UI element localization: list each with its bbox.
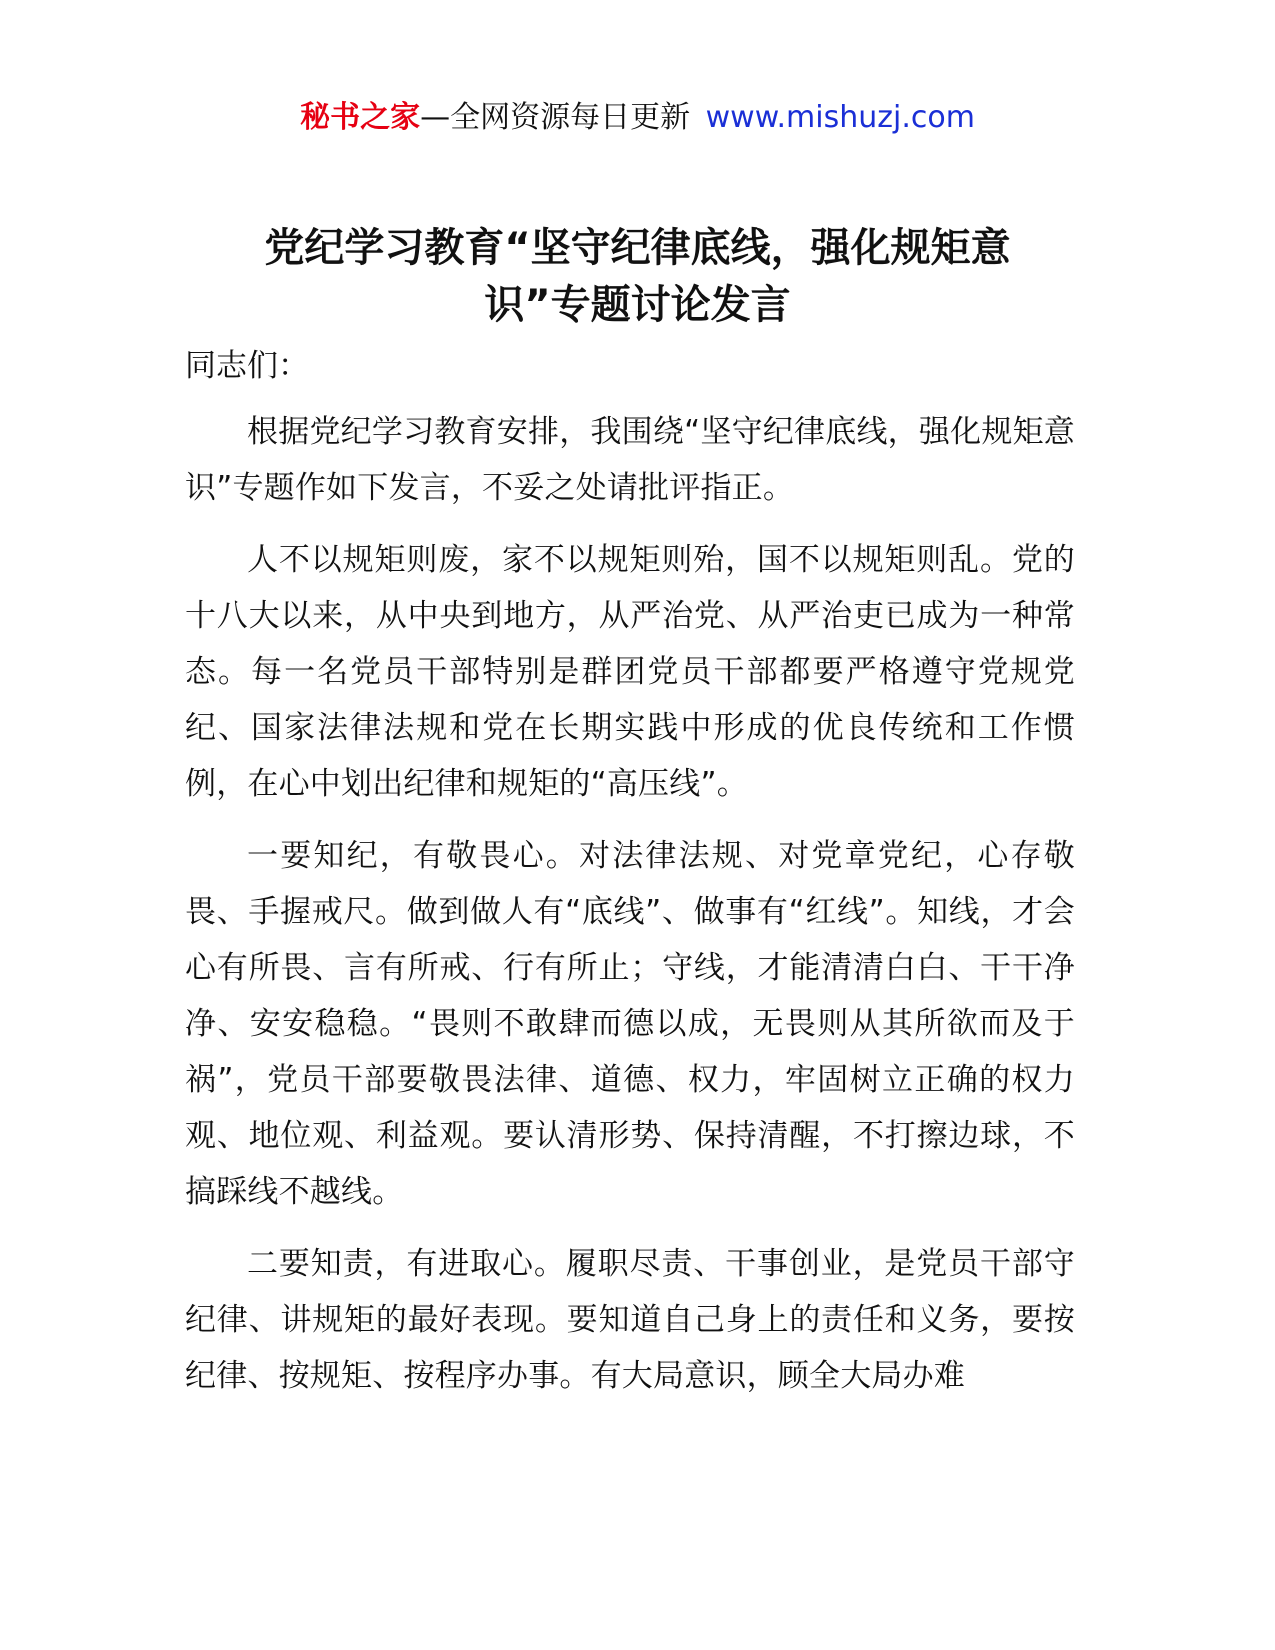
site-brand: 秘书之家 xyxy=(300,100,421,135)
paragraph-rules: 人不以规矩则废，家不以规矩则殆，国不以规矩则乱。党的十八大以来，从中央到地方，从严治党、从严治吏已成为一种常态。每一名党员干部特别是群团党员干部都要严格遵守党规党纪、国家法律法规和党在长期实践中形成的优良传统和工作惯例，在心中划出纪律和规矩的“高压线”。 xyxy=(185,542,1075,802)
site-header xyxy=(0,98,1275,138)
paragraph-point-one: 一要知纪，有敬畏心。对法律法规、对党章党纪，心存敬畏、手握戒尺。做到做人有“底线”、做事有“红线”。知线，才会心有所畏、言有所戒、行有所止；守线，才能清清白白、干干净净、安安稳稳。“畏则不敢肆而德以成，无畏则从其所欲而及于祸”，党员干部要敬畏法律、道德、权力，牢固树立正确的权力观、地位观、利益观。要认清形势、保持清醒，不打擦边球，不搞踩线不越线。 xyxy=(185,838,1075,1210)
title-line-2: 识”专题讨论发言 xyxy=(484,282,791,328)
site-url-link[interactable]: www.mishuzj.com xyxy=(705,100,975,135)
paragraph-intro: 根据党纪学习教育安排，我围绕“坚守纪律底线，强化规矩意识”专题作如下发言，不妥之处请批评指正。 xyxy=(185,414,1075,506)
title-line-1: 党纪学习教育“坚守纪律底线，强化规矩意 xyxy=(264,225,1011,271)
site-tagline: —全网资源每日更新 xyxy=(420,100,691,135)
document-title xyxy=(180,220,1095,334)
document-body xyxy=(185,404,1075,1420)
paragraph-point-two: 二要知责，有进取心。履职尽责、干事创业，是党员干部守纪律、讲规矩的最好表现。要知道自己身上的责任和义务，要按纪律、按规矩、按程序办事。有大局意识，顾全大局办难 xyxy=(185,1246,1075,1394)
salutation: 同志们： xyxy=(185,348,309,384)
